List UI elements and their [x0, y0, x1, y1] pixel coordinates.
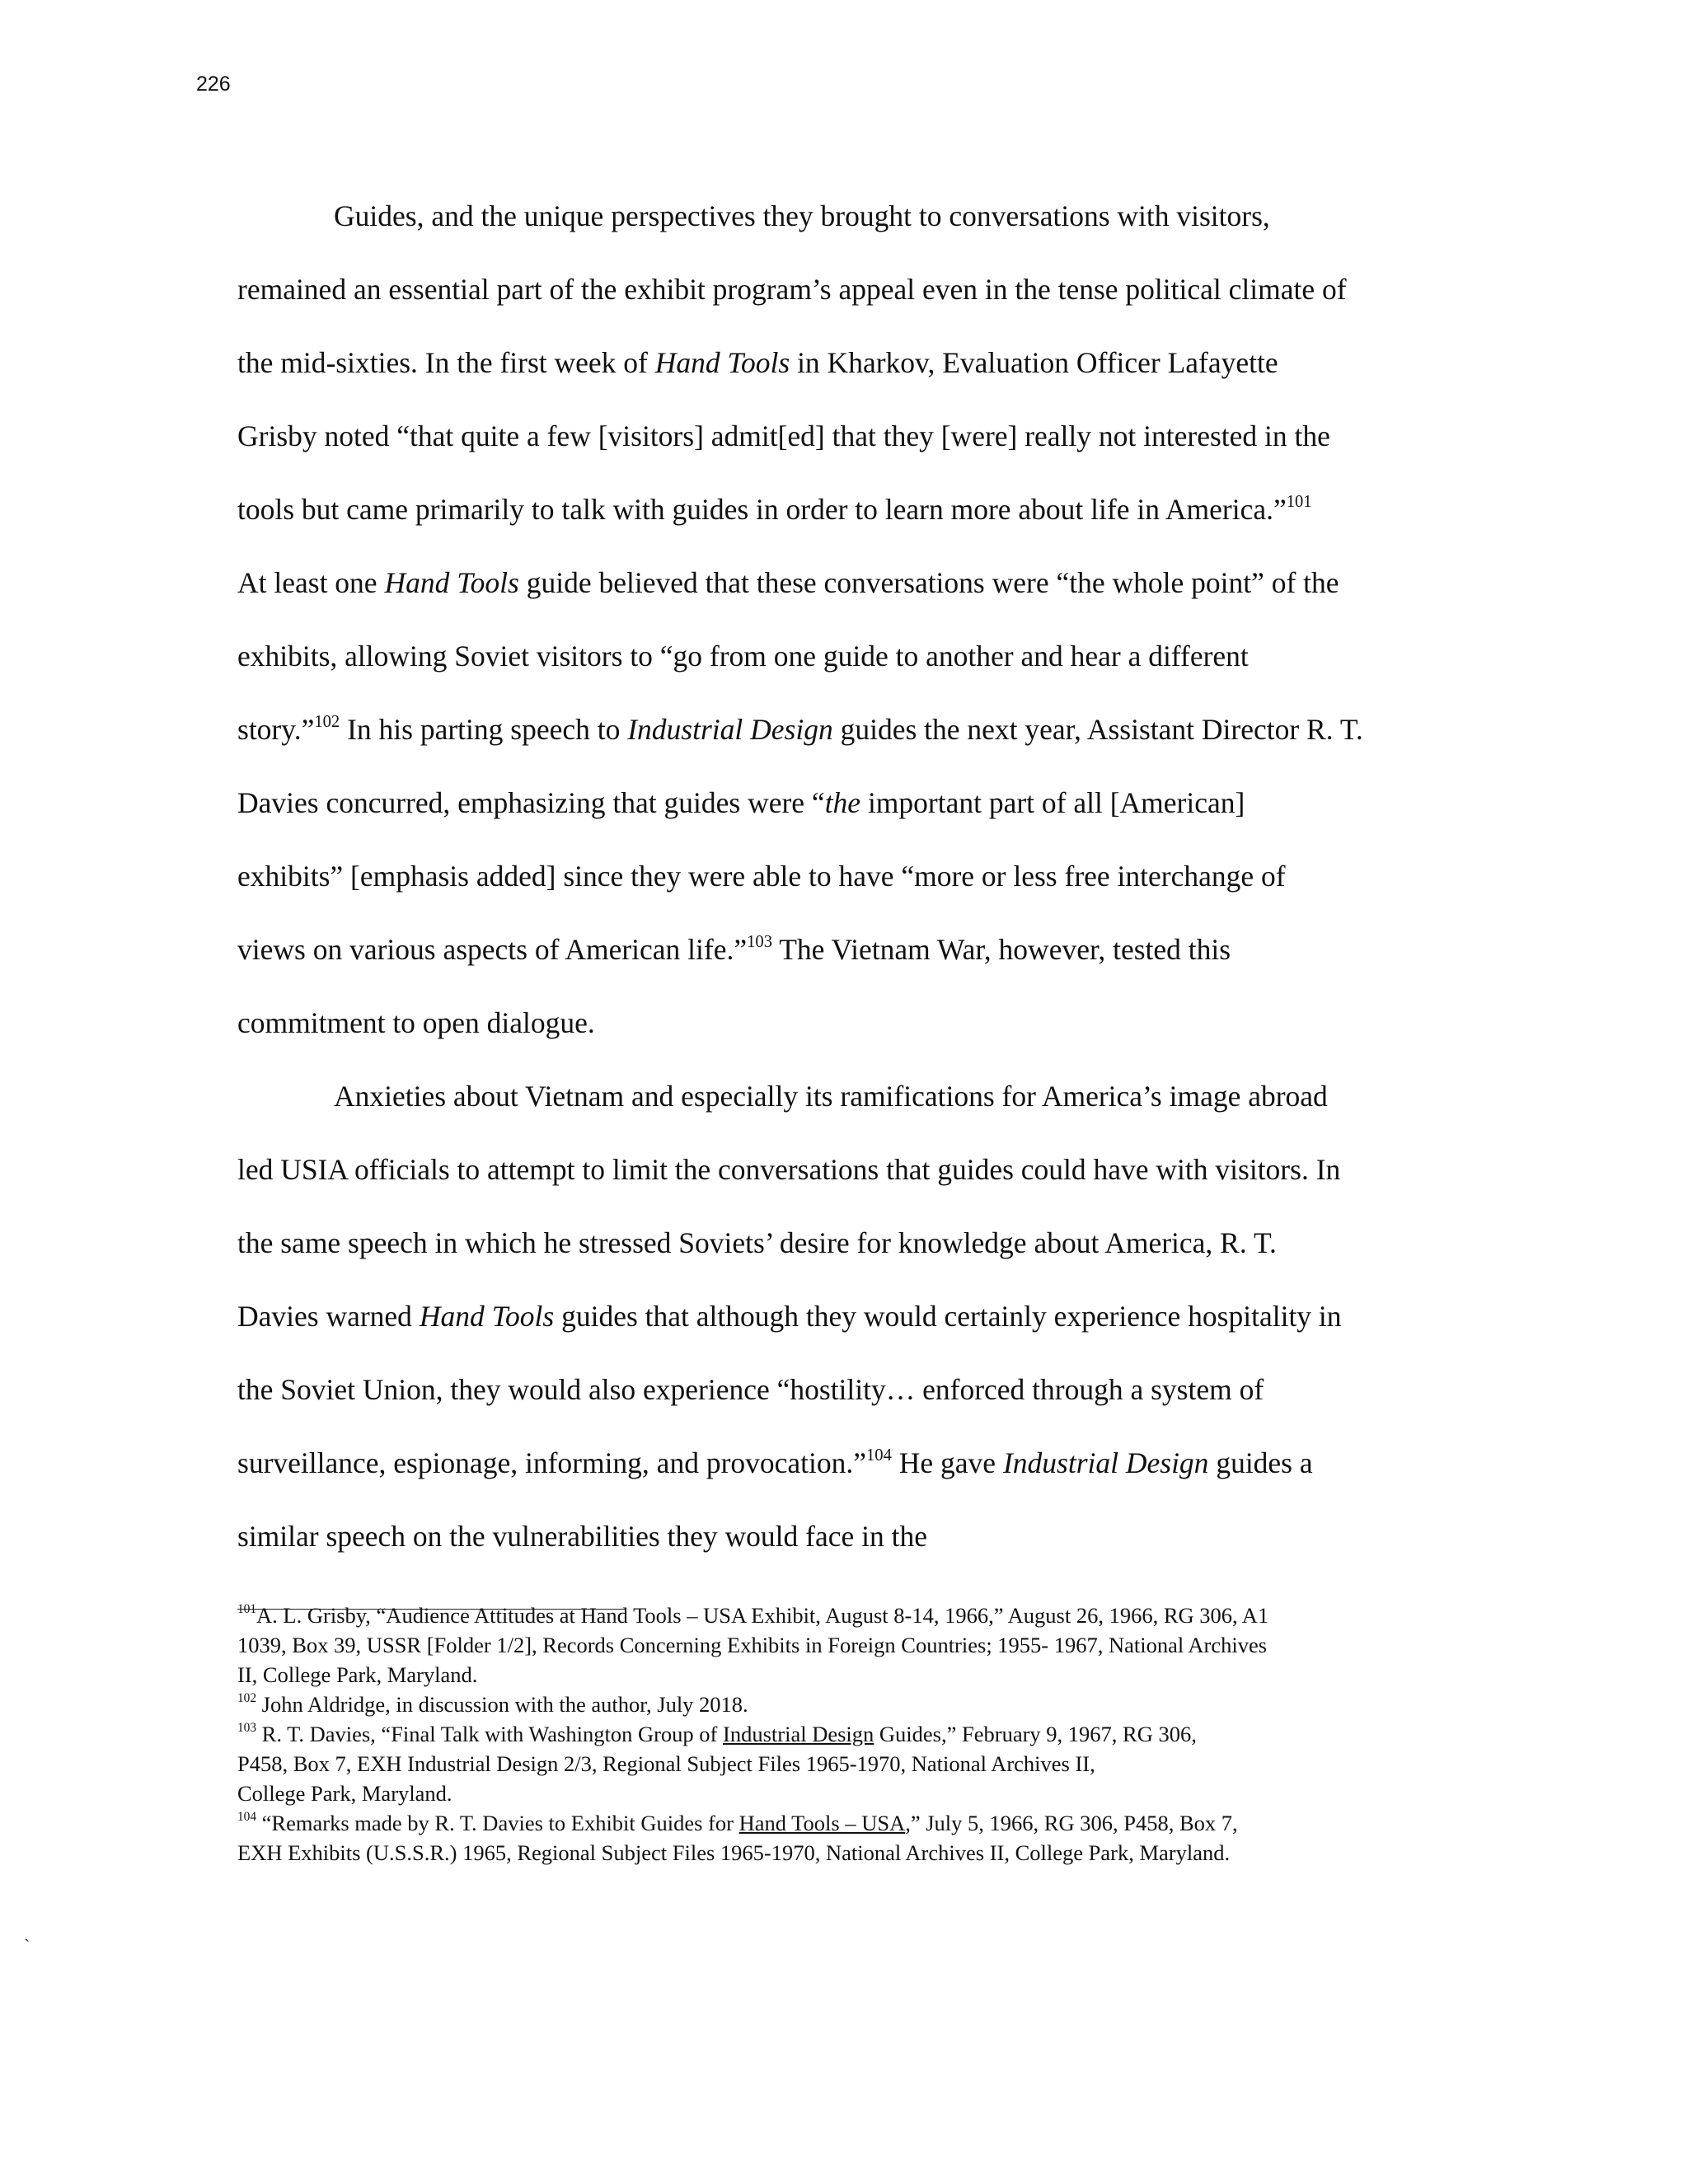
- body-line: the mid-sixties. In the first week of Hand Tools in Kharkov, Evaluation Officer Lafayette: [237, 346, 1278, 379]
- footnote-number: 102: [237, 1691, 257, 1706]
- body-line: story.”$^{102}$ In his parting speech to Industrial Design guides the next year, Assistant Director R. T.: [237, 712, 1363, 746]
- footnote-line: P458, Box 7, EXH Industrial Design 2/3, Regional Subject Files 1965-1970, National Archives II,: [237, 1751, 1095, 1776]
- body-line: tools but came primarily to talk with guides in order to learn more about life in America.”$^{101}$: [237, 492, 1312, 526]
- italic-title: Hand Tools: [384, 566, 519, 599]
- body-line: Davies concurred, emphasizing that guides were “the important part of all [American]: [237, 786, 1245, 819]
- body-line: similar speech on the vulnerabilities they would face in the: [237, 1520, 927, 1553]
- footnote-ref: 101: [1286, 492, 1312, 511]
- stray-mark: `: [24, 1935, 30, 1956]
- body-line: Davies warned Hand Tools guides that although they would certainly experience hospitality in: [237, 1300, 1342, 1333]
- italic-title: Hand Tools: [419, 1300, 555, 1333]
- body-line: At least one Hand Tools guide believed that these conversations were “the whole point” of the: [237, 566, 1339, 599]
- italic-title: Industrial Design: [1002, 1446, 1209, 1479]
- body-line: views on various aspects of American life.”$^{103}$ The Vietnam War, however, tested this: [237, 932, 1231, 966]
- footnote-line: $^{101}$A. L. Grisby, “Audience Attitudes at Hand Tools – USA Exhibit, August 8-14, 1966,” August 26, 1966, RG 306, A1: [237, 1602, 1269, 1628]
- italic-title: Industrial Design: [627, 713, 833, 746]
- footnote-number: 104: [237, 1810, 257, 1825]
- footnote-line: $^{104}$ “Remarks made by R. T. Davies to Exhibit Guides for Hand Tools – USA,” July 5, 1966, RG 306, P458, Box 7,: [237, 1810, 1238, 1835]
- footnote-ref: 104: [866, 1446, 892, 1465]
- body-line: surveillance, espionage, informing, and provocation.”$^{104}$ He gave Industrial Design guides a: [237, 1446, 1313, 1479]
- footnote-number: 101: [237, 1602, 257, 1617]
- footnote-ref: 102: [314, 712, 340, 731]
- underlined-title: Hand Tools – USA: [738, 1811, 906, 1835]
- footnote-line: $^{102}$ John Aldridge, in discussion with the author, July 2018.: [237, 1691, 748, 1717]
- body-line: commitment to open dialogue.: [237, 1006, 595, 1039]
- underlined-title: Industrial Design: [723, 1722, 874, 1746]
- body-line: Anxieties about Vietnam and especially its ramifications for America’s image abroad: [334, 1080, 1328, 1113]
- body-line: the same speech in which he stressed Soviets’ desire for knowledge about America, R. T.: [237, 1226, 1277, 1259]
- footnote-number: 103: [237, 1721, 257, 1736]
- body-line: Guides, and the unique perspectives they brought to conversations with visitors,: [334, 199, 1270, 232]
- footnote-line: EXH Exhibits (U.S.S.R.) 1965, Regional Subject Files 1965-1970, National Archives II, College Park, Maryland.: [237, 1840, 1231, 1865]
- body-line: the Soviet Union, they would also experience “hostility… enforced through a system of: [237, 1373, 1264, 1406]
- italic-title: Hand Tools: [654, 346, 790, 379]
- body-line: Grisby noted “that quite a few [visitors] admit[ed] that they [were] really not interested in the: [237, 419, 1330, 452]
- italic-emphasis: the: [824, 786, 861, 819]
- page-number: 226: [196, 73, 231, 96]
- body-line: exhibits, allowing Soviet visitors to “go from one guide to another and hear a different: [237, 640, 1249, 673]
- footnote-line: College Park, Maryland.: [237, 1781, 452, 1806]
- body-line: led USIA officials to attempt to limit the conversations that guides could have with visitors. In: [237, 1153, 1341, 1186]
- body-line: exhibits” [emphasis added] since they were able to have “more or less free interchange of: [237, 860, 1286, 893]
- footnote-line: II, College Park, Maryland.: [237, 1662, 478, 1687]
- footnote-line: 1039, Box 39, USSR [Folder 1/2], Records Concerning Exhibits in Foreign Countries; 1955- 1967, National Archives: [237, 1633, 1268, 1657]
- body-line: remained an essential part of the exhibit program’s appeal even in the tense political climate of: [237, 273, 1347, 306]
- footnote-line: $^{103}$ R. T. Davies, “Final Talk with Washington Group of Industrial Design Guides,” February 9, 1967, RG 306,: [237, 1721, 1197, 1746]
- footnote-ref: 103: [747, 932, 772, 951]
